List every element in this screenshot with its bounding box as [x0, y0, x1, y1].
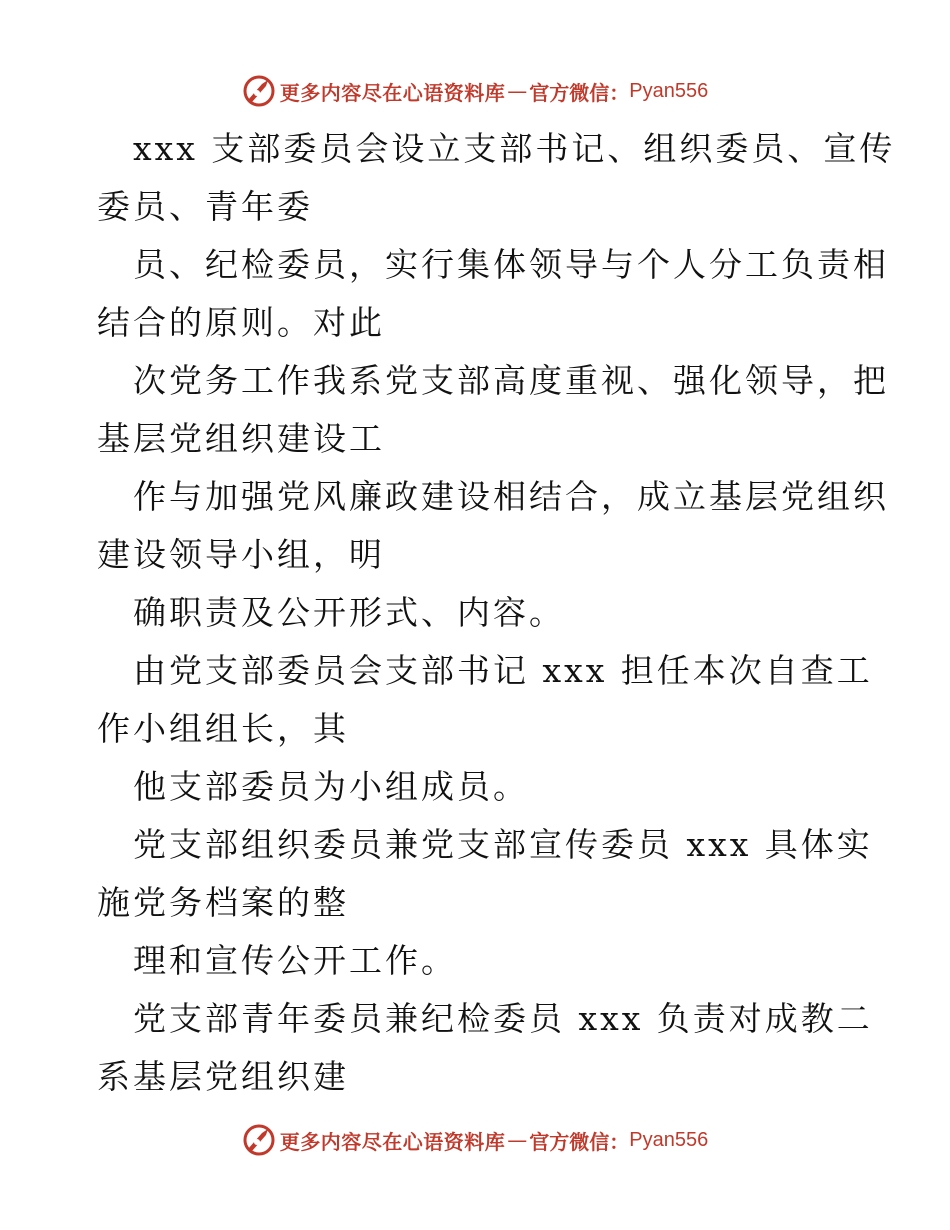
document-body [97, 120, 896, 1106]
text-line: 员、纪检委员，实行集体领导与个人分工负责相 [133, 245, 889, 284]
watermark-header [0, 71, 950, 111]
brand-logo-icon [242, 74, 276, 108]
text-line: 由党支部委员会支部书记 xxx 担任本次自查工 [133, 651, 873, 690]
watermark-main: 更多内容尽在心语资料库 [279, 1129, 506, 1154]
text-line: 作小组组长，其 [97, 709, 349, 748]
text-line: xxx 支部委员会设立支部书记、组织委员、宣传 [133, 129, 896, 168]
watermark-label: 官方微信： [529, 1129, 630, 1154]
text-line: 基层党组织建设工 [97, 419, 385, 458]
text-line: 次党务工作我系党支部高度重视、强化领导，把 [133, 361, 889, 400]
text-line: 结合的原则。对此 [97, 303, 385, 342]
text-line: 党支部青年委员兼纪检委员 xxx 负责对成教二 [133, 999, 873, 1038]
watermark-id: Pyan556 [629, 79, 709, 102]
watermark-footer [0, 1120, 950, 1160]
watermark-dash: — [507, 1128, 528, 1152]
text-line: 他支部委员为小组成员。 [133, 767, 529, 806]
text-line: 确职责及公开形式、内容。 [133, 593, 565, 632]
text-line: 施党务档案的整 [97, 883, 349, 922]
watermark-label: 官方微信： [529, 80, 630, 105]
watermark-main: 更多内容尽在心语资料库 [279, 80, 506, 105]
text-line: 党支部组织委员兼党支部宣传委员 xxx 具体实 [133, 825, 873, 864]
text-line: 建设领导小组，明 [97, 535, 385, 574]
watermark-id: Pyan556 [629, 1128, 709, 1151]
text-line: 委员、青年委 [97, 187, 313, 226]
watermark-dash: — [507, 79, 528, 103]
text-line: 系基层党组织建 [97, 1057, 349, 1096]
text-line: 理和宣传公开工作。 [133, 941, 457, 980]
text-line: 作与加强党风廉政建设相结合，成立基层党组织 [133, 477, 889, 516]
brand-logo-icon [242, 1123, 276, 1157]
